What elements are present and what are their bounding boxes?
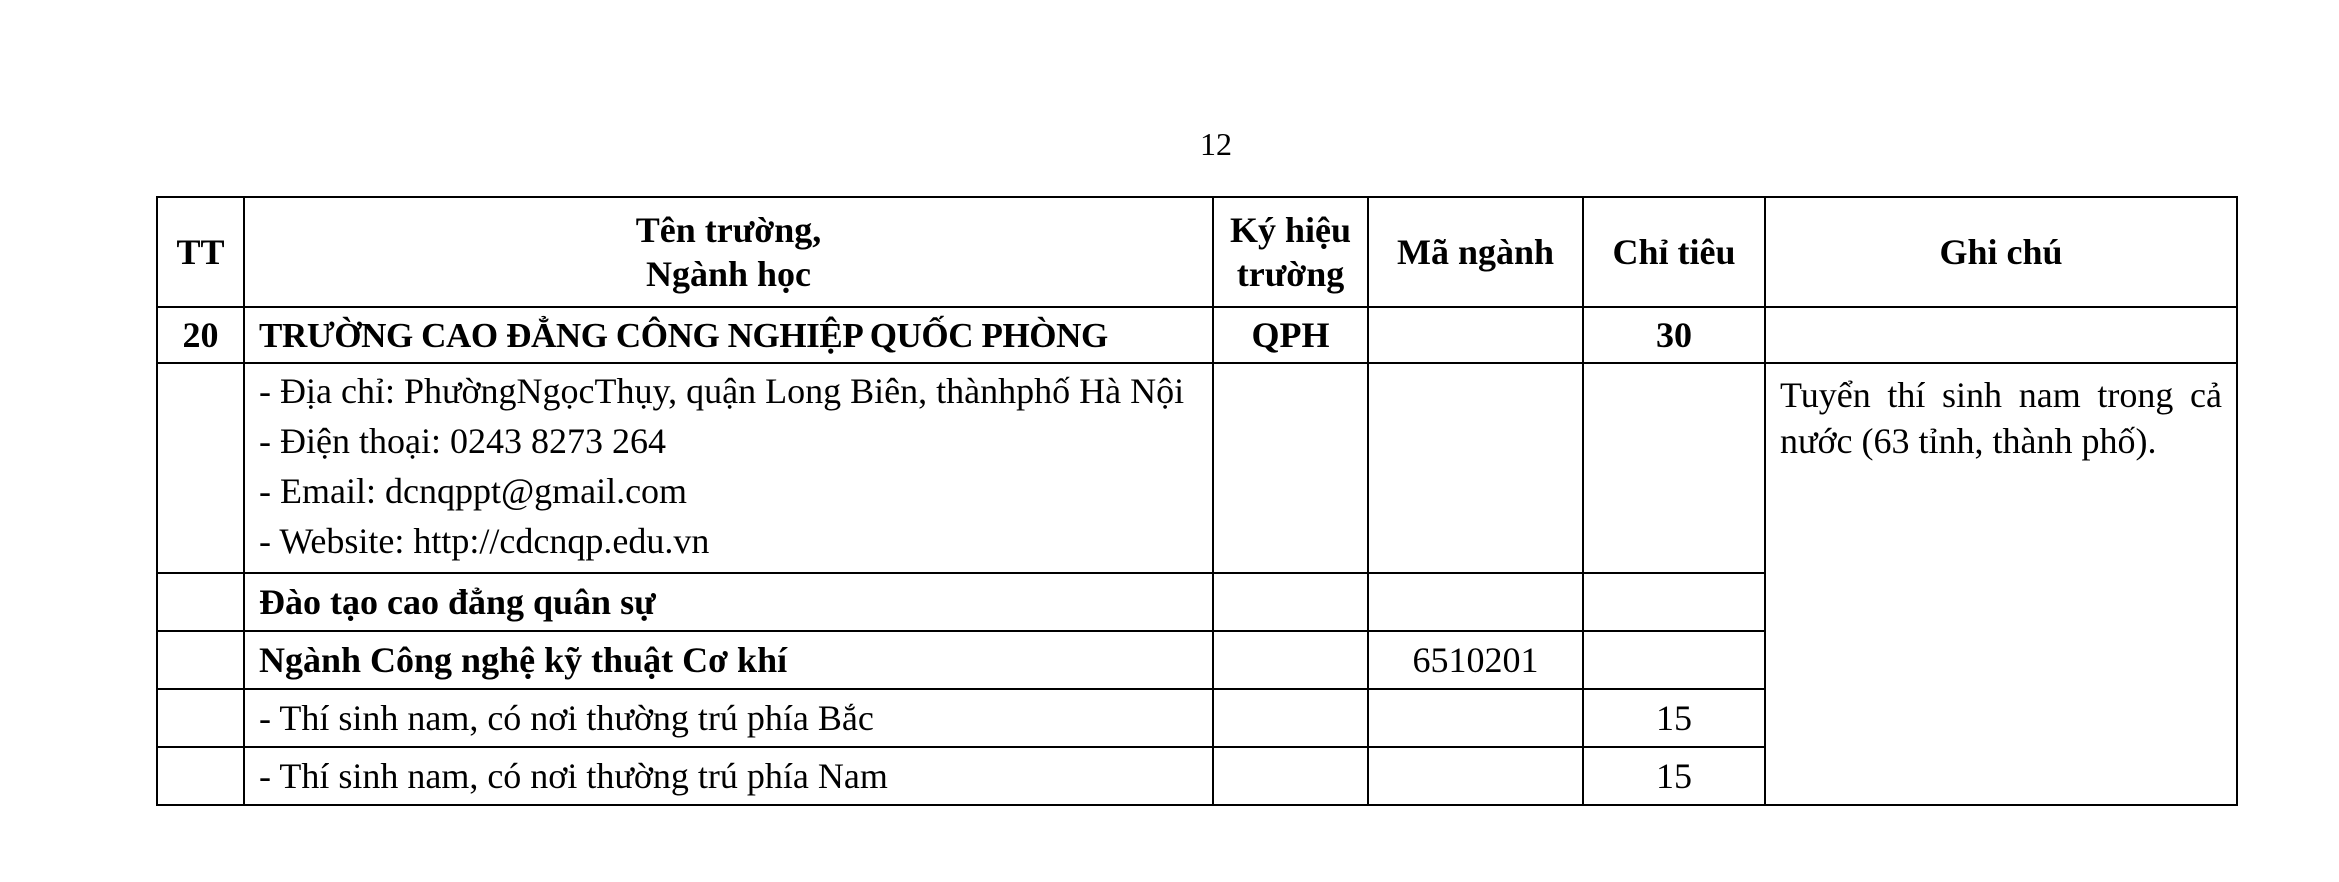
school-tt: 20	[157, 307, 244, 363]
header-name-line2: Ngành học	[645, 254, 812, 294]
header-note: Ghi chú	[1765, 197, 2237, 307]
row-label: - Thí sinh nam, có nơi thường trú phía Bắc	[244, 689, 1213, 747]
row-quota: 15	[1583, 689, 1765, 747]
school-quota: 30	[1583, 307, 1765, 363]
row-code	[1368, 747, 1583, 805]
contact-email: - Email: dcnqppt@gmail.com	[259, 471, 688, 511]
school-code	[1368, 307, 1583, 363]
contact-row	[157, 363, 2237, 573]
training-symbol	[1213, 573, 1368, 631]
page-number: 12	[1200, 126, 1232, 162]
admission-table	[156, 196, 2238, 806]
row-symbol	[1213, 689, 1368, 747]
row-tt	[157, 689, 244, 747]
major-quota	[1583, 631, 1765, 689]
header-tt: TT	[157, 197, 244, 307]
contact-symbol	[1213, 363, 1368, 573]
contact-address: - Địa chỉ: PhườngNgọcThụy, quận Long Biên, thànhphố Hà Nội	[259, 371, 1185, 411]
major-tt	[157, 631, 244, 689]
training-label: Đào tạo cao đẳng quân sự	[244, 573, 1213, 631]
training-code	[1368, 573, 1583, 631]
school-name: TRƯỜNG CAO ĐẲNG CÔNG NGHIỆP QUỐC PHÒNG	[259, 316, 1108, 355]
header-name	[244, 197, 1213, 307]
school-name-cell	[244, 307, 1213, 363]
row-label: - Thí sinh nam, có nơi thường trú phía Nam	[244, 747, 1213, 805]
contact-tt	[157, 363, 244, 573]
header-symbol-line1: Ký hiệu	[1229, 210, 1352, 250]
school-row	[157, 307, 2237, 363]
header-quota: Chỉ tiêu	[1583, 197, 1765, 307]
contact-code	[1368, 363, 1583, 573]
header-name-line1: Tên trường,	[635, 210, 822, 250]
training-quota	[1583, 573, 1765, 631]
school-note	[1765, 307, 2237, 363]
header-code: Mã ngành	[1368, 197, 1583, 307]
row-code	[1368, 689, 1583, 747]
major-symbol	[1213, 631, 1368, 689]
contact-quota	[1583, 363, 1765, 573]
header-symbol	[1213, 197, 1368, 307]
contact-cell	[244, 363, 1213, 573]
header-row	[157, 197, 2237, 307]
row-quota: 15	[1583, 747, 1765, 805]
contact-website: - Website: http://cdcnqp.edu.vn	[259, 521, 710, 561]
header-symbol-line2: trường	[1236, 254, 1345, 294]
note-cell: Tuyển thí sinh nam trong cả nước (63 tỉnh, thành phố).	[1765, 363, 2237, 805]
major-name: Ngành Công nghệ kỹ thuật Cơ khí	[244, 631, 1213, 689]
row-symbol	[1213, 747, 1368, 805]
training-tt	[157, 573, 244, 631]
major-code: 6510201	[1368, 631, 1583, 689]
school-symbol: QPH	[1213, 307, 1368, 363]
contact-phone: - Điện thoại: 0243 8273 264	[259, 421, 666, 461]
row-tt	[157, 747, 244, 805]
